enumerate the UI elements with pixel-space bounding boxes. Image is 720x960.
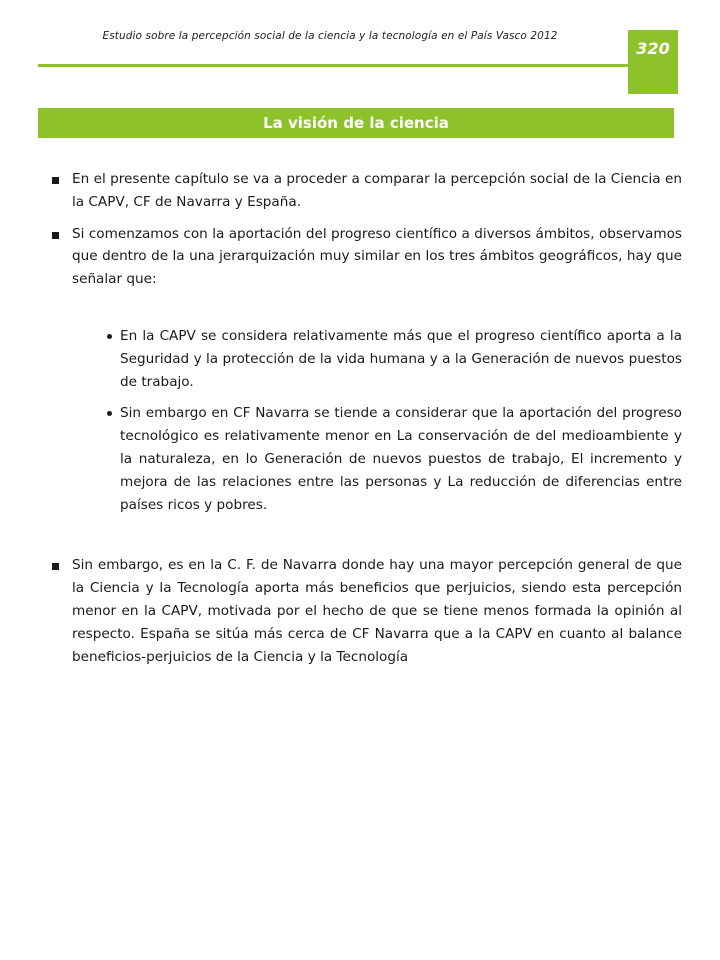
paragraph (52, 223, 682, 291)
list-item (120, 325, 682, 393)
paragraph-text: Si comenzamos con la aportación del progreso científico a diversos ámbitos, observamos que dentro de la una jerarquización muy similar en los tres ámbitos geográficos, hay que señalar que: (72, 225, 682, 288)
paragraph-text: Sin embargo, es en la C. F. de Navarra donde hay una mayor percepción general de que la Ciencia y la Tecnología aporta más beneficios que perjuicios, siendo esta percepción menor en la CAPV, motivada por el hecho de que se tiene menos formada la opinión al respecto. España se sitúa más cerca de CF Navarra que a la CAPV en cuanto al balance beneficios-perjuicios de la Ciencia y la Tecnología (72, 557, 682, 665)
square-bullet-icon (52, 177, 59, 184)
section-title-bar (38, 108, 674, 138)
list-item (120, 402, 682, 516)
document-body (52, 168, 682, 677)
paragraph (52, 554, 682, 668)
paragraph-text: En el presente capítulo se va a proceder a comparar la percepción social de la Ciencia en la CAPV, CF de Navarra y España. (72, 171, 682, 210)
square-bullet-icon (52, 232, 59, 239)
square-bullet-icon (52, 563, 59, 570)
document-header-title: Estudio sobre la percepción social de la ciencia y la tecnología en el País Vasco 2012 (102, 30, 558, 42)
list-item-text: En la CAPV se considera relativamente más que el progreso científico aporta a la Seguridad y la protección de la vida humana y a la Generación de nuevos puestos de trabajo. (120, 327, 682, 390)
page-number: 320 (636, 39, 670, 58)
paragraph (52, 168, 682, 214)
section-title: La visión de la ciencia (263, 114, 449, 132)
round-bullet-icon (107, 334, 112, 339)
header-divider (38, 64, 628, 67)
bullet-list (52, 325, 682, 516)
page-number-box (628, 30, 678, 94)
list-item-text: Sin embargo en CF Navarra se tiende a considerar que la aportación del progreso tecnológico es relativamente menor en La conservación de del medioambiente y la naturaleza, en lo Generación de nuevos puestos de trabajo, El incremento y mejora de las relaciones entre las personas y La reducción de diferencias entre países ricos y pobres. (120, 405, 682, 513)
round-bullet-icon (107, 411, 112, 416)
